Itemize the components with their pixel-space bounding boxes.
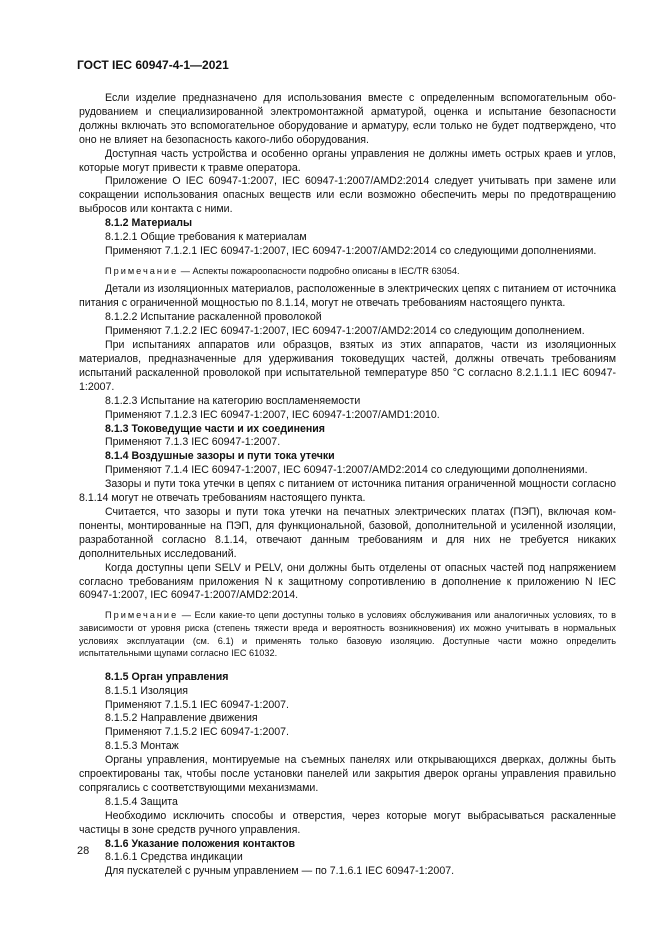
subsection-title: 8.1.2.3 Испытание на категорию воспламеняемости (105, 394, 361, 407)
subsection-title: 8.1.5.3 Монтаж (105, 740, 179, 753)
subsection-title: 8.1.6.1 Средства индикации (105, 851, 243, 864)
subsection-title: 8.1.5.4 Защита (105, 795, 178, 808)
text-line: Для пускателей с ручным управлением — по 7.1.6.1 IEC 60947-1:2007. (105, 865, 455, 878)
paragraph: Детали из изоляционных материалов, расположенные в электрических цепях с питанием от источника питания с ограниченной мощностью по 8.1.14, могут не отвечать требованиям настоящего пункта. (79, 283, 616, 310)
note-text: — Если какие-то цепи доступны только в условиях обслуживания или аналогичных условиях, то в зависимости от уровня риска (степень тяжести вреда и вероятность возникновения) их можно учитывать в нормальных условиях эксплуатации (см. 6.1) и применять только базовую изоляцию. Доступные части можно определить испытательными щупами согласно IEC 61032. (79, 610, 616, 659)
page-number: 28 (77, 845, 90, 857)
text-line: Применяют 7.1.2.3 IEC 60947-1:2007, IEC 60947-1:2007/AMD1:2010. (105, 408, 440, 421)
document-body (79, 92, 616, 879)
note-text: — Аспекты пожароопасности подробно описаны в IEC/TR 63054. (178, 265, 460, 276)
text-line: Применяют 7.1.5.1 IEC 60947-1:2007. (105, 698, 289, 711)
text-line: Применяют 7.1.2.1 IEC 60947-1:2007, IEC 60947-1:2007/AMD2:2014 со следующими дополнениями. (105, 244, 597, 257)
section-heading: 8.1.5 Орган управления (105, 670, 229, 683)
note (79, 609, 616, 659)
subsection-title: 8.1.2.1 Общие требования к материалам (105, 231, 307, 244)
section-heading: 8.1.3 Токоведущие части и их соединения (105, 422, 325, 435)
subsection-title: 8.1.5.2 Направление движения (105, 712, 258, 725)
paragraph: Когда доступны цепи SELV и PELV, они должны быть отделены от опасных частей под напряжением согласно требованиям приложения N к защитному сопротивлению в дополнение к приложению N IEC 60947-1:2007, IEC 60947-1:2007/AMD2:2014. (79, 561, 616, 602)
paragraph: Доступная часть устройства и особенно органы управления не должны иметь острых краев и углов, которые могут привести к травме оператора. (79, 147, 616, 174)
note-label: Примечание (105, 265, 179, 276)
text-line: Применяют 7.1.2.2 IEC 60947-1:2007, IEC 60947-1:2007/AMD2:2014 со следующим дополнением. (105, 325, 585, 338)
note-label: Примечание (105, 610, 179, 621)
text-line: Применяют 7.1.4 IEC 60947-1:2007, IEC 60947-1:2007/AMD2:2014 со следующими дополнениями. (105, 464, 588, 477)
note (79, 265, 616, 278)
paragraph: Если изделие предназначено для использования вместе с определенным вспомогательным оборудованием и специализированной электромонтажной арматурой, оценка и испытание безопасности должны включать это вспомогательное оборудование и арматуру, если только не будет подтверждено, что оно не влияет на безопасность какого-либо оборудования. (79, 92, 616, 146)
section-heading: 8.1.4 Воздушные зазоры и пути тока утечки (105, 450, 335, 463)
document-header: ГОСТ IEC 60947-4-1—2021 (77, 58, 229, 72)
subsection-title: 8.1.2.2 Испытание раскаленной проволокой (105, 311, 322, 324)
paragraph: При испытаниях аппаратов или образцов, взятых из этих аппаратов, части из изоляционных материалов, предназначенные для удерживания токоведущих частей, должны отвечать требованиям испытаний раскаленной проволокой при испытательной температуре 850 °С согласно 8.2.1.1.1 IEC 60947-1:2007. (79, 339, 616, 393)
text-line: Применяют 7.1.3 IEC 60947-1:2007. (105, 436, 281, 449)
subsection-title: 8.1.5.1 Изоляция (105, 684, 188, 697)
paragraph: Органы управления, монтируемые на съемных панелях или открывающихся дверках, должны быть спроектированы так, чтобы после установки панелей или закрытия дверок органы управления правильно сопрягались с соответствующими механизмами. (79, 754, 616, 794)
paragraph: Считается, что зазоры и пути тока утечки на печатных электрических платах (ПЭП), включая компоненты, монтированные на ПЭП, для функциональной, базовой, дополнительной и усиленной изоляции, разработанной согласно 8.1.14, отвечают данным требованиям и для них не требуется никаких дополнительных исследований. (79, 505, 616, 560)
text-line: Применяют 7.1.5.2 IEC 60947-1:2007. (105, 726, 289, 739)
paragraph: Приложение O IEC 60947-1:2007, IEC 60947-1:2007/AMD2:2014 следует учитывать при замене или сокращении использования опасных веществ или если возможно обеспечить меры по предотвращению выбросов или контакта с ними. (79, 175, 616, 216)
paragraph: Необходимо исключить способы и отверстия, через которые могут выбрасываться раскаленные частицы в зоне средств ручного управления. (79, 809, 616, 836)
paragraph: Зазоры и пути тока утечки в цепях с питанием от источника питания ограниченной мощности согласно 8.1.14 могут не отвечать требованиям настоящего пункта. (79, 478, 616, 505)
section-heading: 8.1.2 Материалы (105, 217, 193, 230)
section-heading: 8.1.6 Указание положения контактов (105, 837, 296, 850)
